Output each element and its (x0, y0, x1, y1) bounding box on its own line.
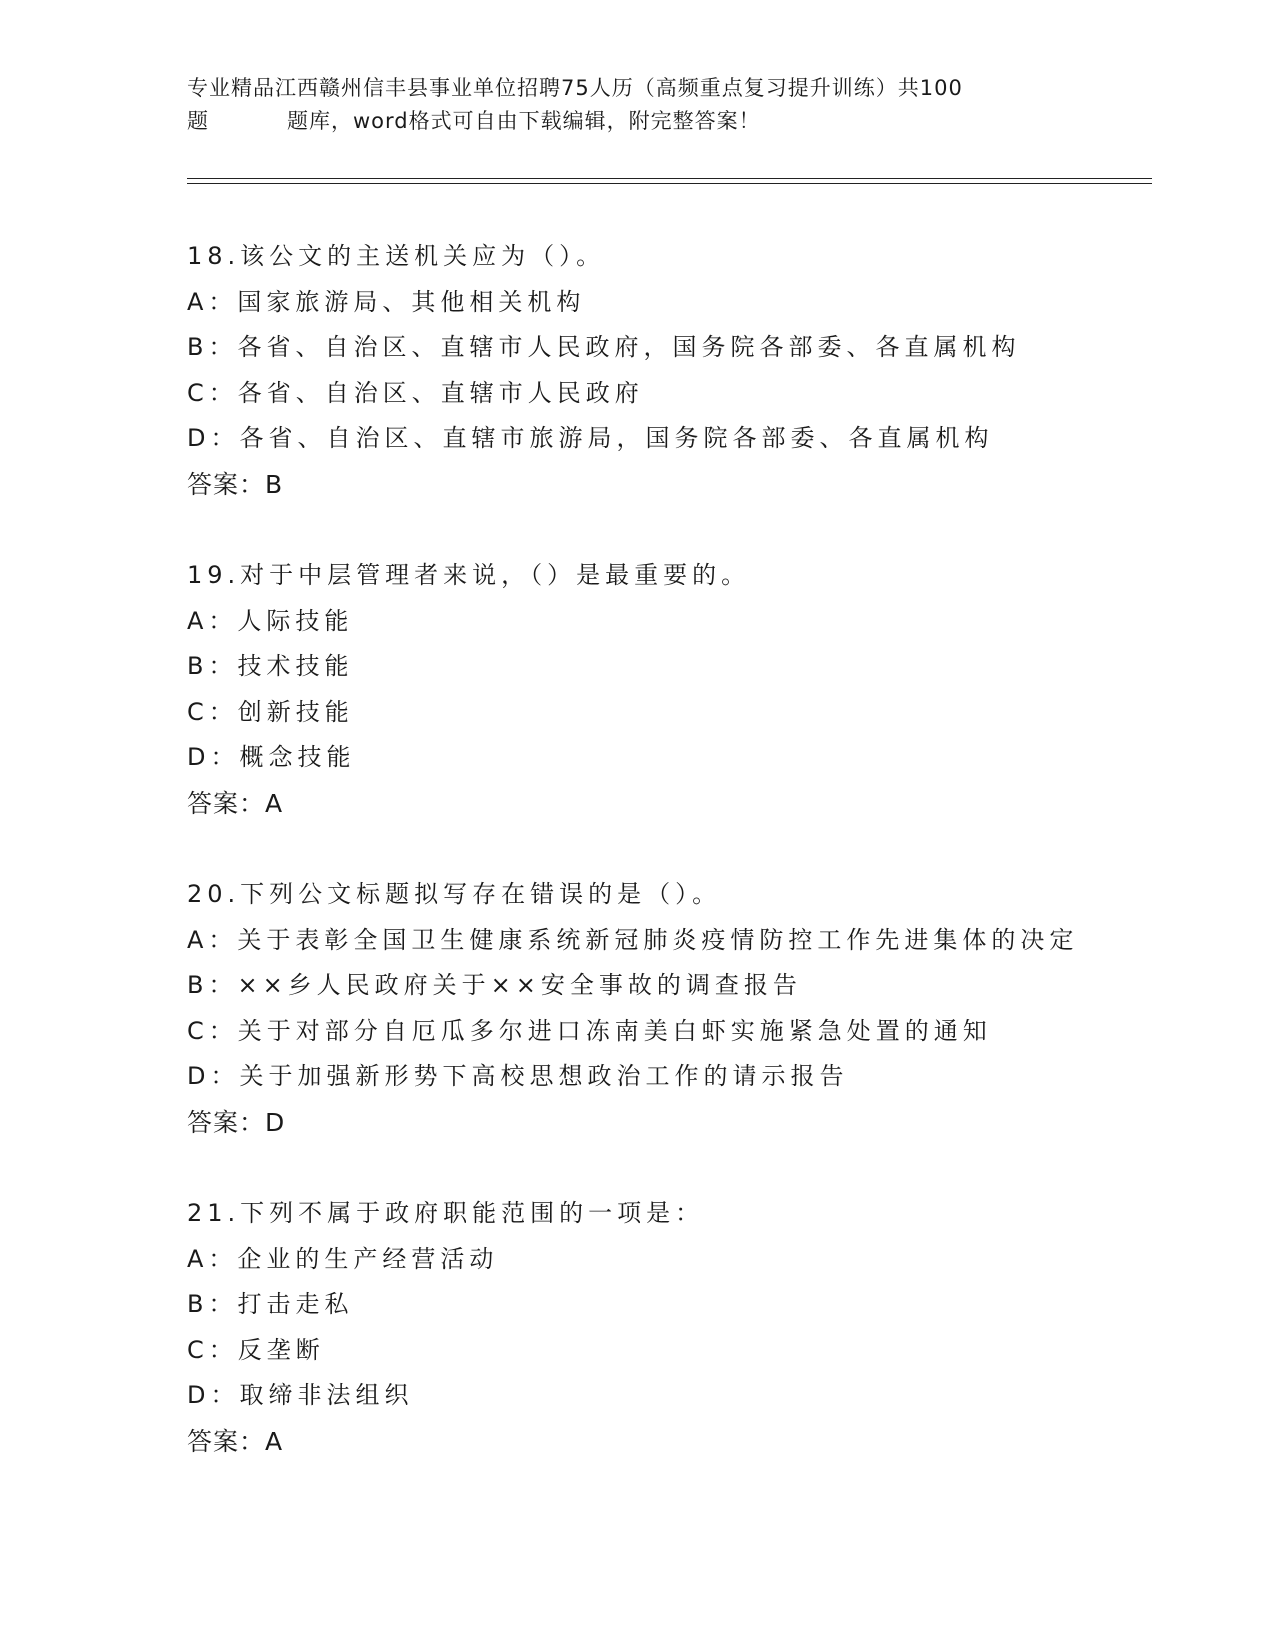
option-a: A：企业的生产经营活动 (187, 1244, 499, 1273)
option-b: B：打击走私 (187, 1290, 354, 1318)
question-stem: 21.下列不属于政府职能范围的一项是： (187, 1199, 705, 1227)
header-title-line1: 专业精品江西赣州信丰县事业单位招聘75人历（高频重点复习提升训练）共100 (187, 76, 963, 100)
option-d: D：各省、自治区、直辖市旅游局，国务院各部委、各直属机构 (187, 424, 994, 452)
question-20 (187, 872, 1147, 1145)
option-b: B：各省、自治区、直辖市人民政府，国务院各部委、各直属机构 (187, 333, 1021, 361)
option-d: D：取缔非法组织 (187, 1381, 414, 1409)
header-divider-bottom (187, 183, 1152, 184)
option-c: C：反垄断 (187, 1335, 325, 1364)
option-a: A：关于表彰全国卫生健康系统新冠肺炎疫情防控工作先进集体的决定 (187, 925, 1079, 954)
answer: 答案：A (187, 1426, 284, 1456)
question-stem: 18.该公文的主送机关应为（）。 (187, 242, 606, 270)
option-d: D：概念技能 (187, 743, 356, 771)
header-line2-left: 题 (187, 109, 209, 133)
header-title-line2 (187, 105, 1087, 138)
option-b: B：××乡人民政府关于××安全事故的调查报告 (187, 971, 802, 999)
question-21 (187, 1191, 1147, 1464)
answer: 答案：D (187, 1107, 286, 1137)
option-d: D：关于加强新形势下高校思想政治工作的请示报告 (187, 1062, 849, 1090)
option-c: C：创新技能 (187, 697, 354, 726)
option-c: C：关于对部分自厄瓜多尔进口冻南美白虾实施紧急处置的通知 (187, 1016, 992, 1045)
option-b: B：技术技能 (187, 652, 354, 680)
option-a: A：人际技能 (187, 606, 354, 635)
option-a: A：国家旅游局、其他相关机构 (187, 287, 586, 316)
document-header (187, 72, 1087, 138)
option-c: C：各省、自治区、直辖市人民政府 (187, 378, 644, 407)
question-18 (187, 234, 1147, 507)
question-stem: 19.对于中层管理者来说，（）是最重要的。 (187, 561, 751, 589)
answer: 答案：A (187, 788, 284, 818)
question-19 (187, 553, 1147, 826)
header-line2-right: 题库，word格式可自由下载编辑，附完整答案！ (287, 109, 761, 133)
answer: 答案：B (187, 469, 284, 499)
header-divider-top (187, 178, 1152, 179)
question-stem: 20.下列公文标题拟写存在错误的是（）。 (187, 880, 722, 908)
